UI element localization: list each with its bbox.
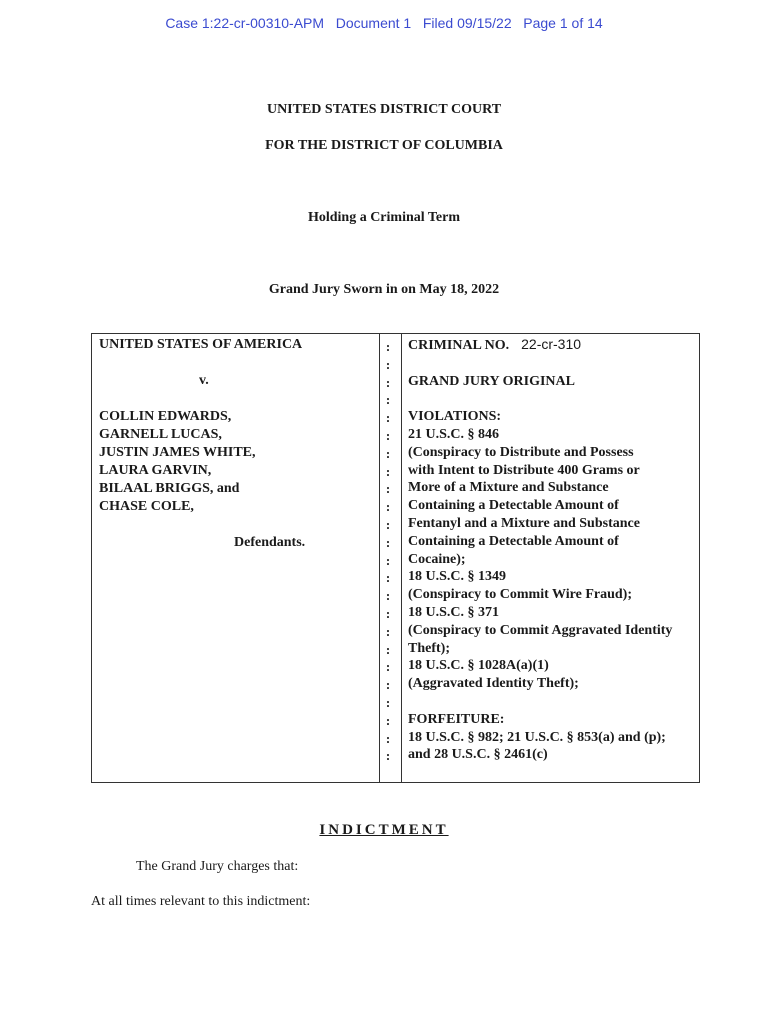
violation-line: 18 U.S.C. § 1349 <box>408 569 507 585</box>
violation-line: (Aggravated Identity Theft); <box>408 676 579 692</box>
criminal-term: Holding a Criminal Term <box>307 210 461 225</box>
violation-line: (Conspiracy to Distribute and Possess <box>408 444 634 460</box>
caption-colon-separators: : : : : : : : : : : : : : : : : : : : : : : : : <box>385 339 391 764</box>
versus: v. <box>199 373 209 388</box>
grand-jury-original: GRAND JURY ORIGINAL <box>408 373 575 389</box>
caption-divider-right <box>401 333 402 783</box>
defendant-name: JUSTIN JAMES WHITE, <box>99 445 256 460</box>
violation-line: (Conspiracy to Commit Aggravated Identity <box>408 622 673 638</box>
forfeiture-line: and 28 U.S.C. § 2461(c) <box>408 747 548 763</box>
indictment-title: INDICTMENT <box>319 822 449 838</box>
violation-line: Cocaine); <box>408 551 466 567</box>
district-name: FOR THE DISTRICT OF COLUMBIA <box>265 138 503 153</box>
violation-line: 18 U.S.C. § 371 <box>408 604 500 620</box>
caption-right-column <box>408 336 698 764</box>
caption-left-column <box>99 336 305 552</box>
caption-divider-left <box>379 333 380 783</box>
criminal-number-label: CRIMINAL NO. <box>408 338 510 353</box>
violation-line: with Intent to Distribute 400 Grams or <box>408 462 640 478</box>
criminal-number-line <box>408 336 698 355</box>
charges-intro: The Grand Jury charges that: <box>136 859 299 874</box>
violation-line: Containing a Detectable Amount of <box>408 533 619 549</box>
grand-jury-sworn: Grand Jury Sworn in on May 18, 2022 <box>268 282 500 297</box>
violation-line: 21 U.S.C. § 846 <box>408 426 500 442</box>
defendant-name: GARNELL LUCAS, <box>99 427 222 442</box>
forfeiture-label: FORFEITURE: <box>408 711 505 727</box>
defendants-label: Defendants. <box>234 535 306 550</box>
defendant-list <box>99 408 305 516</box>
criminal-number-value: 22-cr-310 <box>521 336 582 352</box>
defendant-name: CHASE COLE, <box>99 499 194 514</box>
case-header-stamp: Case 1:22-cr-00310-APM Document 1 Filed 09/15/22 Page 1 of 14 <box>165 15 603 31</box>
defendant-name: LAURA GARVIN, <box>99 463 212 478</box>
violation-line: Fentanyl and a Mixture and Substance <box>408 515 640 531</box>
violations-label: VIOLATIONS: <box>408 409 502 425</box>
forfeiture-line: 18 U.S.C. § 982; 21 U.S.C. § 853(a) and (p); <box>408 729 666 745</box>
violation-line: Theft); <box>408 640 450 656</box>
violation-line: 18 U.S.C. § 1028A(a)(1) <box>408 658 549 674</box>
violation-line: More of a Mixture and Substance <box>408 480 609 496</box>
defendant-name: BILAAL BRIGGS, and <box>99 481 240 496</box>
violation-line: Containing a Detectable Amount of <box>408 498 619 514</box>
plaintiff-name: UNITED STATES OF AMERICA <box>99 337 303 352</box>
defendant-name: COLLIN EDWARDS, <box>99 409 232 424</box>
court-name: UNITED STATES DISTRICT COURT <box>266 102 502 117</box>
violation-line: (Conspiracy to Commit Wire Fraud); <box>408 587 632 603</box>
relevant-times: At all times relevant to this indictment: <box>91 894 311 909</box>
